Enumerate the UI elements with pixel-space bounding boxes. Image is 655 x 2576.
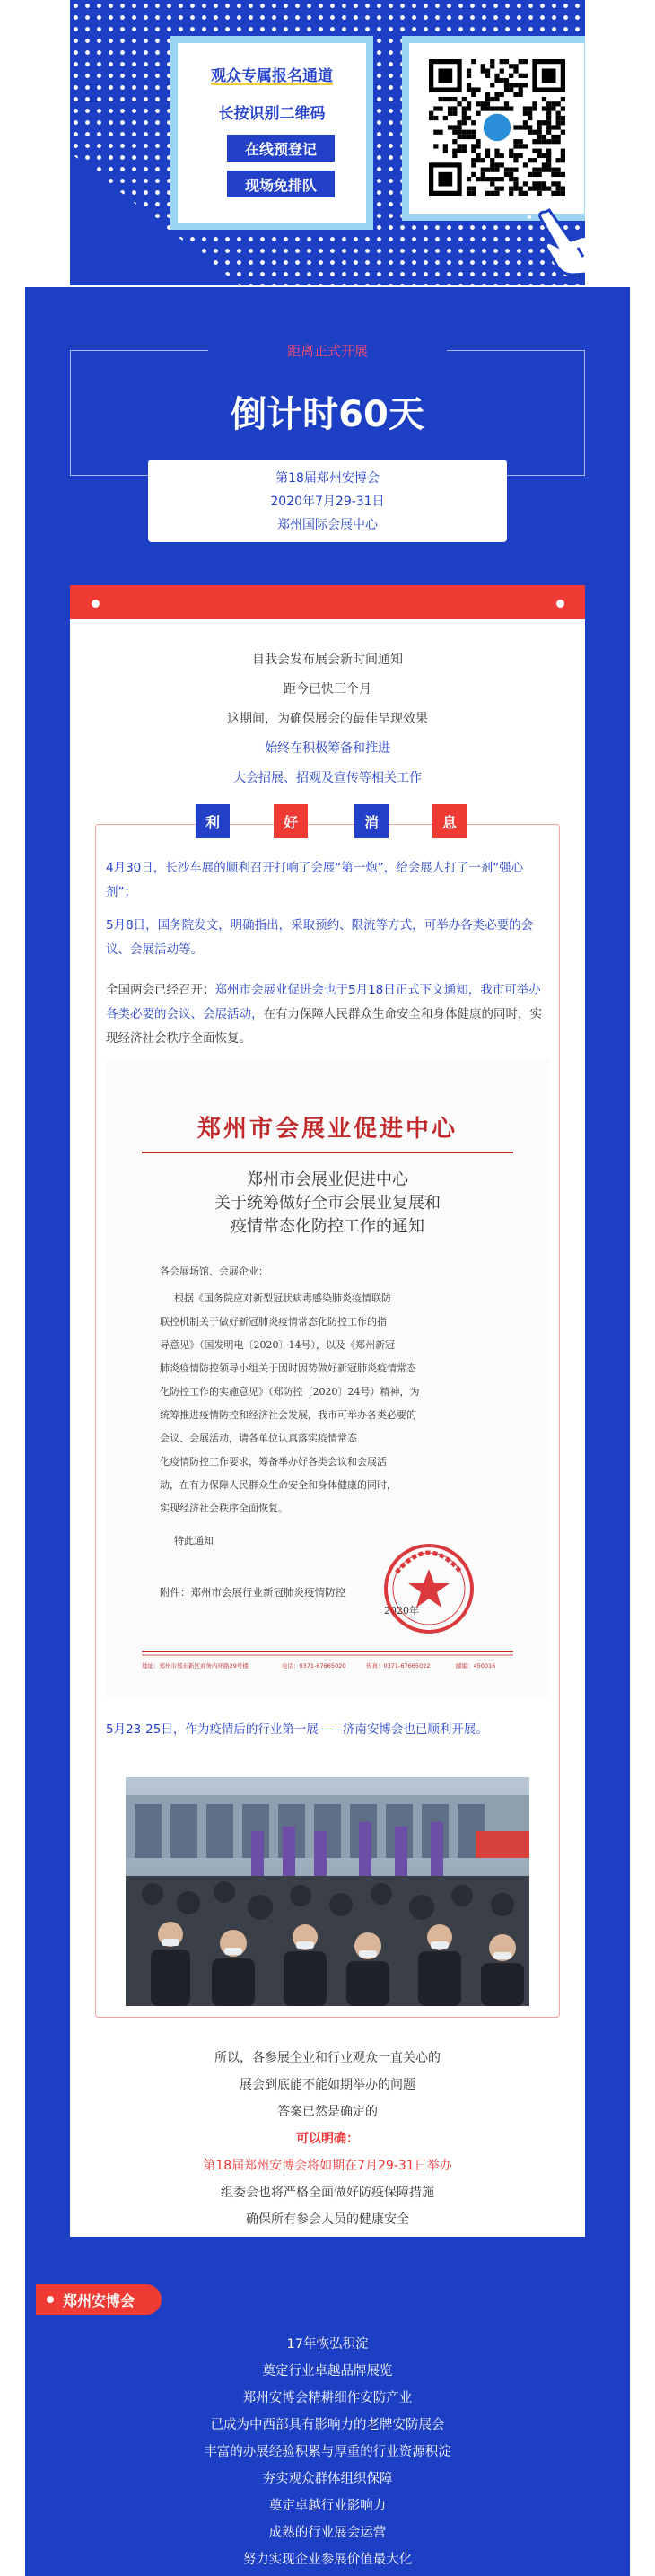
notice-org: 郑州市会展业促进中心: [196, 1116, 458, 1143]
registration-title: 观众专属报名通道: [211, 67, 333, 85]
qr-card: [409, 43, 584, 214]
pointing-hand-icon: [528, 205, 585, 276]
registration-card: [178, 43, 366, 223]
notice-body-line: 根据《国务院应对新型冠状病毒感染肺炎疫情联防: [174, 1292, 391, 1304]
conclusion-line: 组委会也将严格全面做好防疫保障措施: [221, 2186, 434, 2200]
conclusion-line: 确保所有参会人员的健康安全: [246, 2212, 409, 2227]
notice-footer-tel: 电话：0371-67665020: [282, 1662, 346, 1669]
section-title-dot: [47, 2296, 54, 2303]
notice-body-line: 化疫情防控工作要求，筹备举办好各类会议和会展活: [160, 1456, 387, 1468]
news-para-3: [106, 978, 549, 1051]
notice-date: 2020年: [384, 1605, 419, 1617]
countdown-headline: 倒计时60天: [231, 394, 424, 435]
section-line: 郑州安博会精耕细作安防产业: [242, 2391, 413, 2405]
notice-title-3: 疫情常态化防控工作的通知: [231, 1217, 424, 1236]
notice-footer-address: 地址：郑州市郑东新区商务内环路29号楼: [142, 1662, 249, 1669]
conclusion-line: 答案已然是确定的: [277, 2105, 378, 2119]
crowd-photo-svg: [126, 1777, 529, 2006]
section-line: 丰富的办展经验积累与厚重的行业资源积淀: [204, 2445, 451, 2459]
news-para-2b: 可举办各类必要的会议、会展活动等。: [106, 918, 534, 957]
news-para-4: [106, 1718, 549, 1742]
intro-line: 自我会发布展会新时间通知: [252, 653, 403, 667]
notice-body-line: 会议、会展活动，请各单位认真落实疫情常态: [160, 1433, 357, 1444]
notice-footer-fax: 传真：0371-67665022: [366, 1662, 431, 1669]
section-title-badge: [36, 2284, 162, 2315]
tile-xiao: 消: [354, 804, 389, 838]
tile-li: 利: [196, 804, 230, 838]
news-para-3b: 郑州市会展业促进会也于5月18日正式下文通知，我市可举办各类必要的会议、会展活动，: [106, 983, 541, 1021]
news-para-1: [106, 856, 549, 905]
section-title: 郑州安博会: [63, 2291, 135, 2309]
conclusion-emphasis: 可以明确：: [296, 2132, 359, 2146]
notice-body-line: 动，在有力保障人民群众生命安全和身体健康的同时，: [160, 1479, 397, 1491]
top-banner: [70, 0, 585, 285]
notice-title-2: 关于统筹做好全市会展业复展和: [214, 1194, 441, 1213]
notice-closing: 特此通知: [174, 1535, 214, 1546]
notice-body-line: 化防控工作的实施意见》（郑防控〔2020〕24号）精神，为: [160, 1386, 420, 1398]
tile-xi: 息: [432, 804, 467, 838]
news-para-1-text: 4月30日，长沙车展的顺利召开打响了会展“第一炮”，给会展人打了一剂“强心剂”；: [106, 861, 524, 899]
notice-title-1: 郑州市会展业促进中心: [247, 1170, 408, 1189]
section-line: 已成为中西部具有影响力的老牌安防展会: [210, 2418, 445, 2432]
section-line: 17年恢弘积淀: [286, 2337, 369, 2352]
notice-document-svg: [106, 1059, 549, 1696]
notice-body-line: 肺炎疫情防控领导小组关于因时因势做好新冠肺炎疫情常态: [160, 1362, 416, 1374]
online-register-pill[interactable]: 在线预登记: [227, 135, 335, 162]
section-line: 成熟的行业展会运营: [268, 2526, 387, 2540]
notice-body-line: 联控机制关于做好新冠肺炎疫情常态化防控工作的指: [160, 1316, 387, 1327]
intro-line: 大会招展、招观及宣传等相关工作: [233, 771, 422, 785]
section-line: 奠定行业卓越品牌展览: [262, 2364, 393, 2379]
header-dot-left: [92, 600, 100, 608]
intro-line: 始终在积极筹备和推进: [265, 741, 390, 756]
countdown-label: 距离正式开展: [208, 337, 447, 364]
no-queue-pill[interactable]: 现场免排队: [227, 171, 335, 197]
notice-document-image: [106, 1059, 549, 1696]
header-dot-right: [556, 600, 564, 608]
event-info-box: [148, 460, 507, 542]
tile-hao: 好: [274, 804, 308, 838]
conclusion-line: 所以，各参展企业和行业观众一直关心的: [214, 2051, 441, 2065]
conclusion-announcement: 第18届郑州安博会将如期在7月29-31日举办: [203, 2159, 452, 2173]
section-line: 奠定卓越行业影响力: [268, 2499, 387, 2513]
card-header-bar: [70, 585, 585, 619]
event-venue: 郑州国际会展中心: [277, 518, 378, 532]
notice-body-line: 导意见》（国发明电〔2020〕14号），以及《郑州新冠: [160, 1339, 395, 1351]
event-date: 2020年7月29-31日: [270, 495, 385, 509]
qr-code-icon[interactable]: [429, 59, 565, 196]
notice-attachment: 附件：郑州市会展行业新冠肺炎疫情防控: [160, 1586, 345, 1599]
notice-footer-zip: 邮编：450016: [456, 1662, 496, 1669]
news-para-3c: 在有力保障人民群众生命安全和身体健康的同时，实现经济社会秩序全面恢复。: [106, 1007, 542, 1046]
news-para-2a: 5月8日，国务院发文，明确指出，采取预约、限流等方式，: [106, 918, 424, 933]
event-name: 第18届郑州安博会: [275, 471, 380, 486]
notice-body-line: 统筹推进疫情防控和经济社会发展，我市可举办各类必要的: [160, 1409, 416, 1421]
news-para-3a: 全国两会已经召开；: [106, 983, 215, 997]
news-para-2: [106, 914, 549, 962]
intro-line: 距今已快三个月: [284, 682, 371, 697]
scan-qr-hint: 长按识别二维码: [218, 105, 326, 123]
notice-greeting: 各会展场馆、会展企业：: [160, 1266, 268, 1277]
conclusion-line: 展会到底能不能如期举办的问题: [240, 2078, 415, 2092]
notice-body-line: 实现经济社会秩序全面恢复。: [160, 1503, 288, 1514]
news-para-4a: 5月23-25日，作为疫情后的行业第一展——: [106, 1722, 343, 1737]
section-line: 夯实观众群体组织保障: [262, 2472, 393, 2486]
section-line: 努力实现企业参展价值最大化: [242, 2553, 413, 2567]
intro-line: 这期间，为确保展会的最佳呈现效果: [227, 712, 428, 726]
news-para-4b: 济南安博会也已顺利开展。: [342, 1722, 488, 1737]
crowd-photo-icon: [126, 1777, 529, 2006]
